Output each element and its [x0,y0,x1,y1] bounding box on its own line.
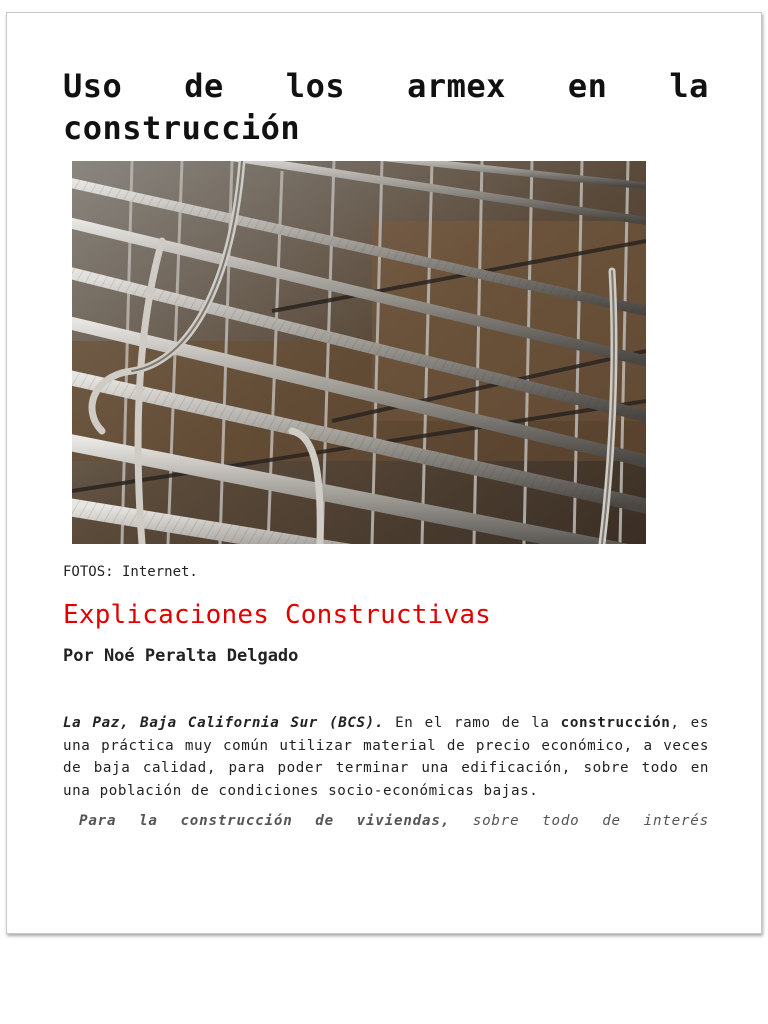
body-paragraph [63,712,709,802]
lead-strong: Para la construcción de viviendas, [79,813,451,829]
title-word: de [184,67,224,105]
dateline: La Paz, Baja California Sur (BCS). [63,715,384,731]
body-keyword: construcción [560,715,671,731]
lead-text: sobre todo de interés [450,813,709,829]
section-title: Explicaciones Constructivas [63,600,492,630]
body-text: En el ramo de la [383,715,561,731]
document-content [63,13,709,832]
body-text: , es una práctica muy común utilizar material de precio económico, a veces de baja calidad, para poder terminar una edificación, sobre todo en una población de condiciones socio-económicas bajas. [63,715,709,799]
lead-paragraph [63,810,709,832]
document-title [63,65,709,149]
photo-caption: FOTOS: Internet. [63,564,198,580]
title-line-1 [63,65,709,107]
title-word: armex [407,67,506,105]
title-word: los [285,67,346,105]
document-page [6,12,762,934]
title-word: Uso [63,67,123,105]
title-word: la [669,67,709,105]
author-byline: Por Noé Peralta Delgado [63,646,299,666]
title-word: en [567,67,608,105]
title-line-2: construcción [63,109,301,147]
rebar-photo [72,161,646,544]
